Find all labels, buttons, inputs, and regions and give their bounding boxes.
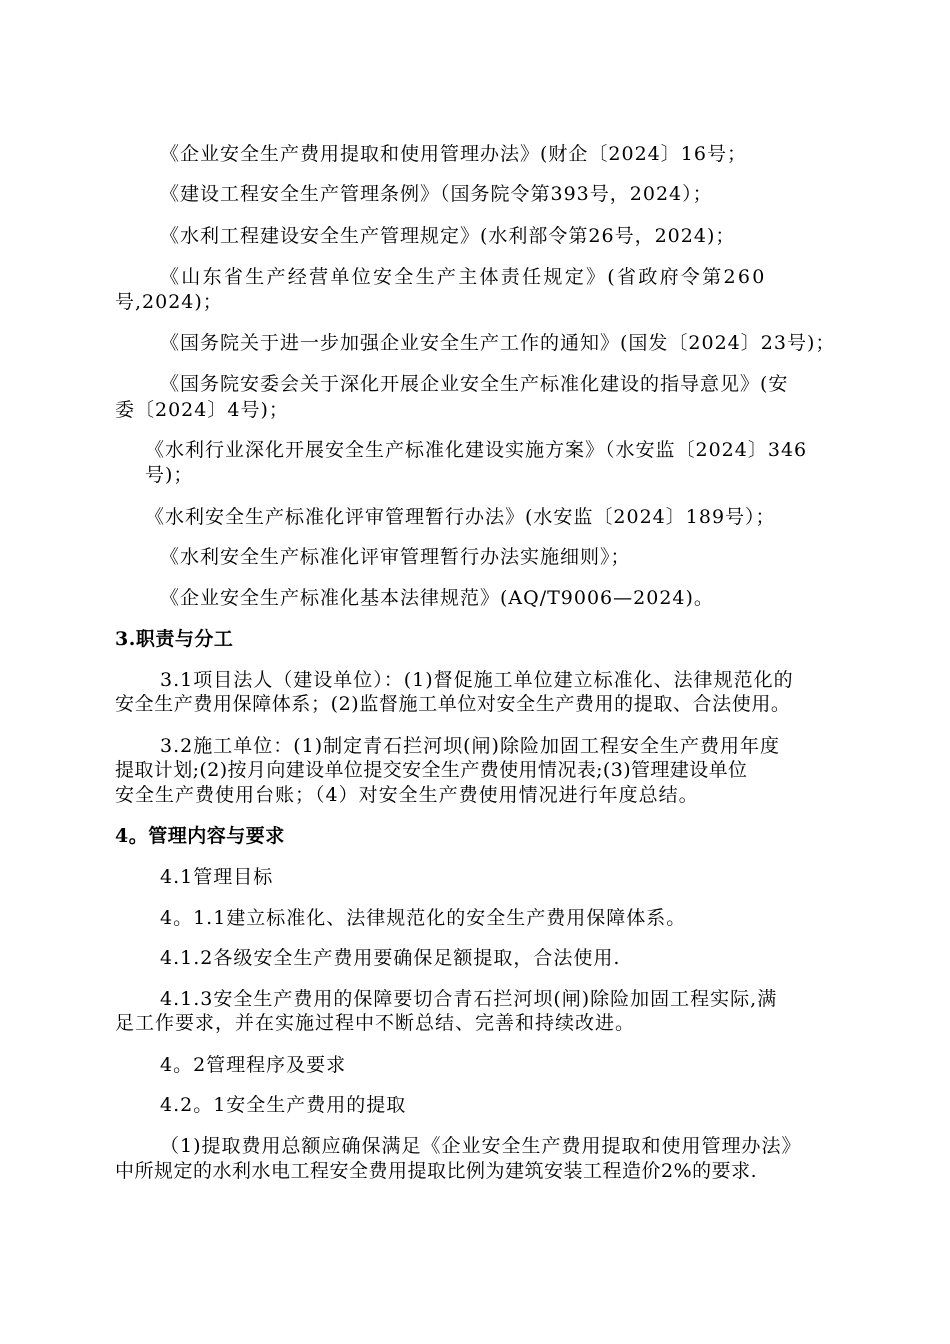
paragraph-line: （1)提取费用总额应确保满足《企业安全生产费用提取和使用管理办法》	[160, 1135, 802, 1157]
reference-item-continued: 委〔2024〕4号)；	[115, 399, 289, 421]
reference-item: 《企业安全生产费用提取和使用管理办法》(财企〔2024〕16号；	[160, 143, 747, 165]
reference-item: 《建设工程安全生产管理条例》（国务院令第393号，2024）；	[160, 183, 713, 205]
reference-item: 《水利工程建设安全生产管理规定》(水利部令第26号，2024)；	[160, 225, 736, 247]
reference-item: 《水利行业深化开展安全生产标准化建设实施方案》（水安监〔2024〕346	[145, 439, 808, 461]
reference-item: 《水利安全生产标准化评审管理暂行办法实施细则》；	[160, 546, 631, 568]
paragraph-line: 3.1项目法人（建设单位）：(1)督促施工单位建立标准化、法律规范化的	[160, 669, 794, 691]
reference-item-continued: 号)；	[145, 464, 194, 486]
section-4-heading: 4。管理内容与要求	[115, 825, 285, 847]
section-3-heading: 3.职责与分工	[115, 628, 234, 650]
paragraph-line: 中所规定的水利水电工程安全费用提取比例为建筑安装工程造价2%的要求.	[115, 1160, 758, 1182]
reference-item-continued: 号,2024)；	[115, 291, 223, 313]
paragraph-line: 4.1.2各级安全生产费用要确保足额提取，合法使用.	[160, 947, 621, 969]
paragraph-line: 安全生产费使用台账；（4）对安全生产费使用情况进行年度总结。	[115, 784, 699, 806]
paragraph-line: 足工作要求，并在实施过程中不断总结、完善和持续改进。	[115, 1012, 636, 1034]
paragraph-line: 4.2。1安全生产费用的提取	[160, 1094, 407, 1116]
paragraph-line: 4.1.3安全生产费用的保障要切合青石拦河坝(闸)除险加固工程实际,满	[160, 988, 778, 1010]
reference-item: 《山东省生产经营单位安全生产主体责任规定》(省政府令第260	[160, 266, 767, 288]
paragraph-line: 4。1.1建立标准化、法律规范化的安全生产费用保障体系。	[160, 907, 687, 929]
reference-item: 《企业安全生产标准化基本法律规范》(AQ/T9006—2024)。	[160, 587, 714, 609]
reference-item: 《国务院关于进一步加强企业安全生产工作的通知》(国发〔2024〕23号)；	[160, 332, 836, 354]
paragraph-line: 3.2施工单位：(1)制定青石拦河坝(闸)除险加固工程安全生产费用年度	[160, 735, 780, 757]
paragraph-line: 安全生产费用保障体系；(2)监督施工单位对安全生产费用的提取、合法使用。	[115, 693, 791, 715]
reference-item: 《国务院安委会关于深化开展企业安全生产标准化建设的指导意见》(安	[160, 373, 789, 395]
paragraph-line: 提取计划;(2)按月向建设单位提交安全生产费使用情况表;(3)管理建设单位	[115, 759, 748, 781]
reference-item: 《水利安全生产标准化评审管理暂行办法》(水安监〔2024〕189号）；	[145, 506, 776, 528]
paragraph-line: 4.1管理目标	[160, 866, 274, 888]
paragraph-line: 4。2管理程序及要求	[160, 1054, 347, 1076]
